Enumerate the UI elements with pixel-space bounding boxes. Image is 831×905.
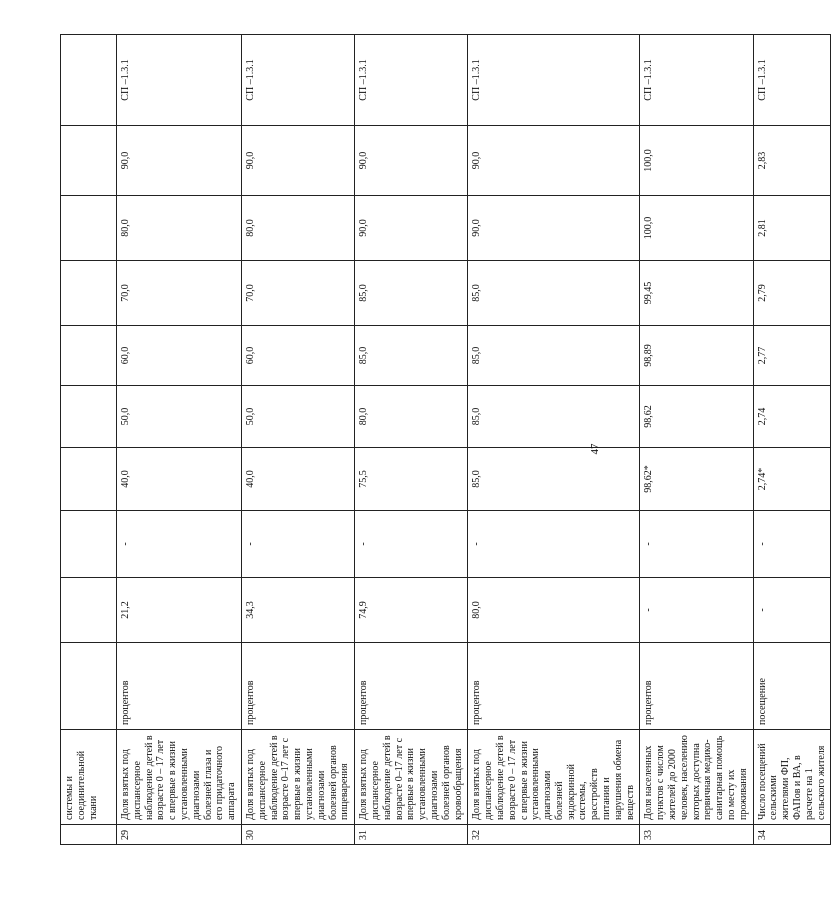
cell-base: 74,9 bbox=[355, 578, 468, 643]
cell-v1: 75,5 bbox=[355, 448, 468, 511]
cell-v3: 2,77 bbox=[753, 326, 831, 386]
cell-name: Доля взятых под диспансерное наблюдение детей в возрасте 0–17 лет с впервые в жизни установленными диагнозами болезней органов кровообращения bbox=[355, 730, 468, 825]
cell-base: - bbox=[753, 578, 831, 643]
cell-num: 30 bbox=[241, 825, 354, 845]
cell-name: Доля взятых под диспансерное наблюдение детей в возрасте 0 – 17 лет с впервые в жизни установленными диагнозами болезней эндокринной системы, расстройств питания и нарушения обмена веществ bbox=[468, 730, 640, 825]
cell-v5: 80,0 bbox=[241, 196, 354, 261]
table-row bbox=[640, 35, 753, 845]
table-row bbox=[468, 35, 640, 845]
cell-name: Доля взятых под диспансерное наблюдение детей в возрасте 0–17 лет с впервые в жизни установленными диагнозами болезней органов пищеварения bbox=[241, 730, 354, 825]
cell-unit: посещение bbox=[753, 643, 831, 730]
cell-v3 bbox=[61, 326, 117, 386]
cell-v1: 40,0 bbox=[241, 448, 354, 511]
cell-ref bbox=[61, 35, 117, 126]
cell-name: Доля взятых под диспансерное наблюдение детей в возрасте 0 – 17 лет с впервые в жизни установленными диагнозами болезней глаза и его придаточного аппарата bbox=[117, 730, 242, 825]
cell-v0: - bbox=[640, 511, 753, 578]
cell-v5: 90,0 bbox=[468, 196, 640, 261]
cell-v1: 2,74* bbox=[753, 448, 831, 511]
cell-num: 29 bbox=[117, 825, 242, 845]
cell-v0: - bbox=[241, 511, 354, 578]
cell-v6: 90,0 bbox=[117, 126, 242, 196]
cell-v3: 98,89 bbox=[640, 326, 753, 386]
cell-v3: 85,0 bbox=[468, 326, 640, 386]
cell-v4: 85,0 bbox=[468, 261, 640, 326]
cell-v5: 100,0 bbox=[640, 196, 753, 261]
cell-v4: 99,45 bbox=[640, 261, 753, 326]
page-number: 47 bbox=[589, 443, 601, 455]
cell-unit: процентов bbox=[117, 643, 242, 730]
indicators-table bbox=[60, 34, 831, 845]
cell-v0: - bbox=[355, 511, 468, 578]
cell-v0: - bbox=[117, 511, 242, 578]
cell-num: 34 bbox=[753, 825, 831, 845]
cell-base bbox=[61, 578, 117, 643]
cell-ref: СП –1.3.1 bbox=[117, 35, 242, 126]
cell-unit bbox=[61, 643, 117, 730]
cell-v3: 85,0 bbox=[355, 326, 468, 386]
cell-num: 31 bbox=[355, 825, 468, 845]
cell-v2: 2,74 bbox=[753, 386, 831, 448]
cell-v6: 100,0 bbox=[640, 126, 753, 196]
table-row bbox=[753, 35, 831, 845]
cell-v5 bbox=[61, 196, 117, 261]
cell-v3: 60,0 bbox=[241, 326, 354, 386]
cell-v2: 98,62 bbox=[640, 386, 753, 448]
cell-num: 33 bbox=[640, 825, 753, 845]
cell-v4: 70,0 bbox=[117, 261, 242, 326]
cell-v4: 2,79 bbox=[753, 261, 831, 326]
cell-base: - bbox=[640, 578, 753, 643]
cell-base: 34,3 bbox=[241, 578, 354, 643]
cell-v5: 90,0 bbox=[355, 196, 468, 261]
cell-num bbox=[61, 825, 117, 845]
cell-name: Число посещений сельскими жителями ФП, ФАПов и ВА, в расчете на 1 сельского жителя bbox=[753, 730, 831, 825]
cell-ref: СП –1.3.1 bbox=[468, 35, 640, 126]
cell-v1: 40,0 bbox=[117, 448, 242, 511]
cell-v5: 80,0 bbox=[117, 196, 242, 261]
cell-v2: 50,0 bbox=[117, 386, 242, 448]
cell-v4: 85,0 bbox=[355, 261, 468, 326]
cell-v2: 85,0 bbox=[468, 386, 640, 448]
cell-ref: СП –1.3.1 bbox=[753, 35, 831, 126]
cell-v0 bbox=[61, 511, 117, 578]
cell-base: 80,0 bbox=[468, 578, 640, 643]
table-row bbox=[241, 35, 354, 845]
cell-ref: СП –1.3.1 bbox=[640, 35, 753, 126]
cell-v4: 70,0 bbox=[241, 261, 354, 326]
cell-v5: 2,81 bbox=[753, 196, 831, 261]
cell-ref: СП –1.3.1 bbox=[241, 35, 354, 126]
cell-num: 32 bbox=[468, 825, 640, 845]
cell-v0: - bbox=[468, 511, 640, 578]
cell-v1 bbox=[61, 448, 117, 511]
cell-v6: 2,83 bbox=[753, 126, 831, 196]
cell-v2: 50,0 bbox=[241, 386, 354, 448]
cell-base: 21,2 bbox=[117, 578, 242, 643]
cell-v6: 90,0 bbox=[241, 126, 354, 196]
cell-name: системы и соединительной ткани bbox=[61, 730, 117, 825]
cell-unit: процентов bbox=[640, 643, 753, 730]
cell-v4 bbox=[61, 261, 117, 326]
table-row bbox=[117, 35, 242, 845]
cell-unit: процентов bbox=[241, 643, 354, 730]
cell-v2 bbox=[61, 386, 117, 448]
cell-v0: - bbox=[753, 511, 831, 578]
cell-v6: 90,0 bbox=[468, 126, 640, 196]
table-row bbox=[61, 35, 117, 845]
cell-v1: 85,0 bbox=[468, 448, 640, 511]
cell-unit: процентов bbox=[468, 643, 640, 730]
cell-v3: 60,0 bbox=[117, 326, 242, 386]
cell-v2: 80,0 bbox=[355, 386, 468, 448]
cell-v6 bbox=[61, 126, 117, 196]
cell-ref: СП –1.3.1 bbox=[355, 35, 468, 126]
cell-unit: процентов bbox=[355, 643, 468, 730]
table-row bbox=[355, 35, 468, 845]
cell-v1: 98,62* bbox=[640, 448, 753, 511]
cell-name: Доля населенных пунктов с числом жителей до 2000 человек, населению которых доступна первичная медико-санитарная помощь по месту их проживания bbox=[640, 730, 753, 825]
cell-v6: 90,0 bbox=[355, 126, 468, 196]
